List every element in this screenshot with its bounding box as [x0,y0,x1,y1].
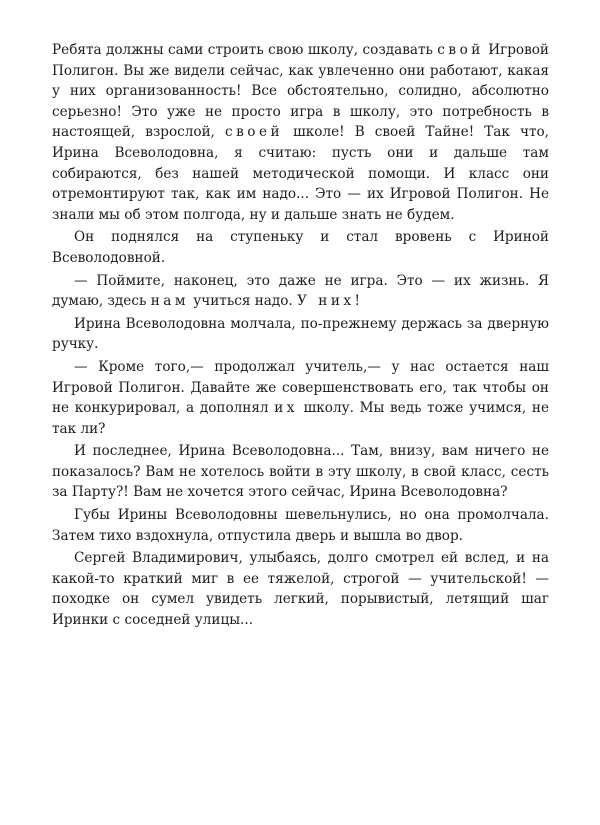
paragraph-7: Губы Ирины Всеволодовны шевельнулись, но она промолчала. Затем тихо вздохнула, отпустила дверь и вышла во двор. [52,507,549,544]
paragraph-3: — Поймите, наконец, это даже не игра. Это — их жизнь. Я думаю, здесь нам учиться надо. У них! [52,272,549,310]
page-text [52,40,549,633]
paragraph-6: И последнее, Ирина Всеволодовна... Там, внизу, вам ничего не показалось? Вам не хотелось войти в эту школу, в свой класс, сесть за Парту?! Вам не хочется этого сейчас, Ирина Всеволодовна? [52,443,549,501]
paragraph-8: Сергей Владимирович, улыбаясь, долго смотрел ей вслед, и на какой-то краткий миг в ее тяжелой, строгой — учительской! — походке он сумел увидеть легкий, порывистый, летящий шаг Иринки с соседней улицы... [52,550,549,629]
paragraph-5: — Кроме того,— продолжал учитель,— у нас остается наш Игровой Полигон. Давайте же совершенствовать его, так чтобы он не конкурировал, а дополнял их школу. Мы ведь тоже учимся, не так ли? [52,358,550,437]
paragraph-4: Ирина Всеволодовна молчала, по-прежнему держась за дверную ручку. [52,315,549,353]
paragraph-2: Он поднялся на ступеньку и стал вровень с Ириной Всеволодовной. [52,229,549,266]
paragraph-1: Ребята должны сами строить свою школу, создавать свой Игровой Полигон. Вы же видели сейчас, как увлеченно они работают, какая у них организованность! Все обстоятельно, солидно, абсолютно серьезно! Это уже не просто игра в школу, это потребность в настоящей, взрослой, своей школе! В своей Тайне! Так что, Ирина Всеволодовна, я считаю: пусть они и дальше там собираются, без нашей методической помощи. И класс они отремонтируют так, как им надо... Это — их Игровой Полигон. Не знали мы об этом полгода, ну и дальше знать не будем. [52,42,549,223]
